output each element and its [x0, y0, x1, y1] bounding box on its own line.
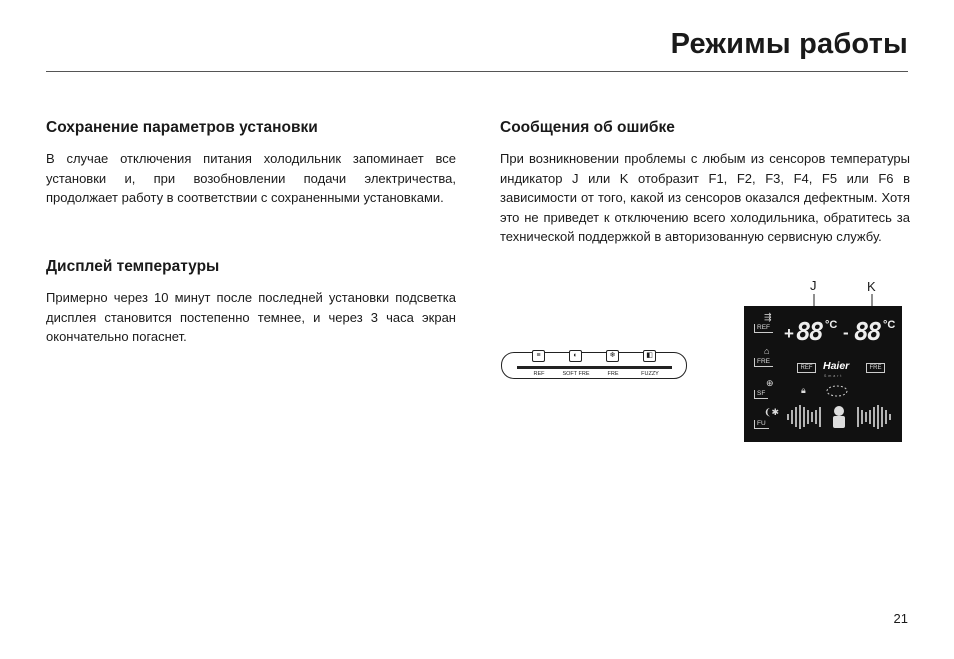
tag-fre: FRE	[866, 363, 885, 373]
degree-celsius: °C	[825, 319, 838, 331]
button-bar	[628, 366, 672, 369]
lock-icon: 🔒︎	[801, 385, 806, 395]
soft-freeze-icon: ⌂	[764, 346, 770, 356]
tag-ref: REF	[797, 363, 816, 373]
page-title: Режимы работы	[670, 28, 908, 60]
button-label: REF	[533, 371, 545, 377]
super-freeze-icon: ⊕	[766, 378, 774, 388]
fuzzy-icon: ◧	[643, 350, 656, 362]
button-label: FUZZY	[641, 371, 659, 377]
brand-subtitle: Smart	[824, 374, 844, 378]
refrigerator-icon: ≡	[532, 350, 545, 362]
refrigerator-icon: ⇶	[764, 312, 772, 322]
fuzzy-wave-graphic	[784, 398, 899, 434]
control-panel	[501, 350, 687, 380]
button-label: FRE	[607, 371, 619, 377]
brand-logo: Haier	[823, 360, 850, 372]
left-label-fu: FU	[754, 420, 769, 429]
freezer-temperature-digits: 88	[854, 317, 881, 346]
fridge-temperature-digits: 88	[796, 317, 823, 346]
title-rule	[46, 71, 908, 72]
section-error-messages	[500, 119, 910, 247]
soft-freeze-icon: ◐	[569, 350, 582, 362]
section-heading: Сохранение параметров установки	[46, 119, 318, 136]
temperature-display	[744, 306, 902, 442]
indicator-j-label: J	[810, 278, 817, 293]
button-label: SOFT FRE	[562, 371, 590, 377]
plus-sign: +	[784, 324, 794, 343]
minus-sign: -	[843, 323, 849, 342]
section-text: В случае отключения питания холодильник запоминает все установки и, при возобновлении подачи электричества, продолжает работу в соответствии с сохраненными установками.	[46, 151, 456, 205]
section-heading: Сообщения об ошибке	[500, 119, 675, 136]
section-temperature-display	[46, 258, 456, 347]
fuzzy-icon: ❨✱	[764, 407, 780, 417]
snowflake-icon: ❄	[606, 350, 619, 362]
dotted-ring-icon	[824, 384, 850, 398]
left-label-sf: SF	[754, 390, 768, 399]
indicator-k-label: K	[867, 279, 876, 294]
degree-celsius: °C	[883, 319, 896, 331]
section-text: При возникновении проблемы с любым из сенсоров температуры индикатор J или K отобразит F1, F2, F3, F4, F5 или F6 в зависимости от того, какой из сенсоров оказался дефектным. Хотя это не приведет к отключению всего холодильника, обратитесь за технической поддержкой в авторизованную сервисную службу.	[500, 151, 910, 244]
panel-button-fuzzy	[628, 350, 672, 380]
left-label-fre: FRE	[754, 358, 773, 367]
section-settings-memory	[46, 119, 456, 208]
left-label-ref: REF	[754, 324, 773, 333]
section-heading: Дисплей температуры	[46, 258, 220, 275]
page-number: 21	[893, 611, 908, 626]
section-text: Примерно через 10 минут после последней установки подсветка дисплея становится постепенно темнее, и через 3 часа экран окончательно погаснет.	[46, 290, 456, 344]
